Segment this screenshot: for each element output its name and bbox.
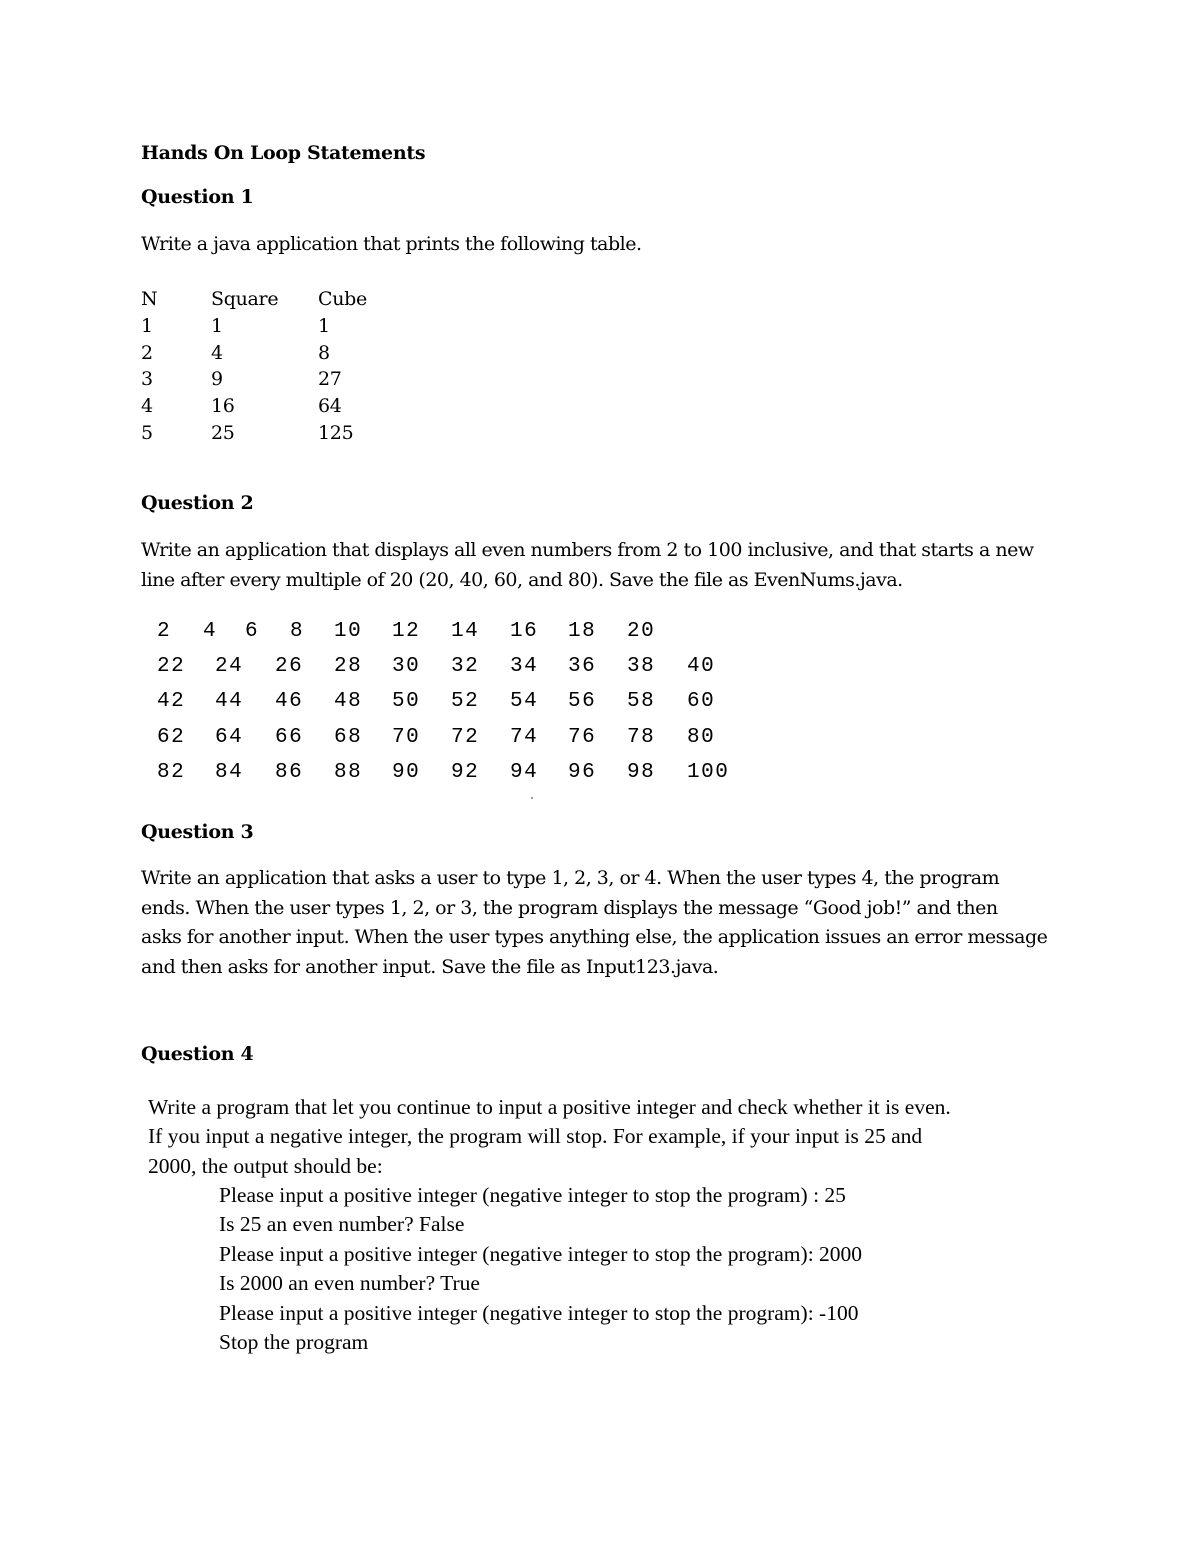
even-number-cell: 90 (392, 760, 421, 784)
even-number-cell: 68 (334, 725, 363, 749)
table-cell: 4 (141, 395, 153, 418)
even-number-cell: 88 (334, 760, 363, 784)
question-3-text-line: ends. When the user types 1, 2, or 3, the program displays the message “Good job!” and then (141, 897, 998, 919)
question-4-text-line: 2000, the output should be: (148, 1153, 383, 1178)
even-number-cell: 2 (157, 620, 172, 643)
table-cell: 1 (141, 314, 153, 337)
table-cell: 25 (211, 421, 235, 444)
sample-output-line: Please input a positive integer (negative integer to stop the program) : 25 (219, 1183, 846, 1207)
question-1-text: Write a java application that prints the following table. (141, 233, 642, 255)
sample-output-line: Is 25 an even number? False (219, 1212, 465, 1237)
even-number-cell: 46 (275, 690, 304, 714)
even-number-cell: 48 (334, 690, 363, 714)
document-title: Hands On Loop Statements (141, 142, 426, 164)
even-number-cell: 64 (215, 725, 244, 749)
table-cell: 4 (211, 341, 223, 364)
table-header-cube: Cube (318, 288, 367, 310)
table-cell: 1 (318, 314, 330, 337)
question-1-heading: Question 1 (141, 186, 254, 208)
question-4-description (148, 1093, 951, 1181)
sample-output-line: Is 2000 an even number? True (219, 1271, 480, 1296)
even-number-cell: 52 (451, 690, 480, 714)
even-number-cell: 30 (392, 655, 421, 679)
question-3-heading: Question 3 (141, 821, 254, 843)
table-cell: 1 (211, 314, 223, 337)
even-number-cell: 14 (451, 620, 480, 643)
question-3-text-line: and then asks for another input. Save the file as Input123.java. (141, 956, 719, 978)
table-cell: 3 (141, 368, 153, 391)
table-cell: 16 (211, 395, 235, 418)
even-number-cell: 54 (510, 690, 539, 714)
even-number-cell: 66 (275, 725, 304, 749)
even-number-cell: 76 (568, 725, 597, 749)
even-number-cell: 80 (687, 725, 716, 749)
even-number-cell: 50 (392, 690, 421, 714)
even-number-cell: 32 (451, 655, 480, 679)
stray-dot (531, 797, 533, 799)
even-number-cell: 18 (568, 620, 597, 643)
even-number-cell: 44 (215, 690, 244, 714)
even-number-cell: 98 (627, 760, 656, 784)
table-header-square: Square (211, 288, 279, 310)
table-header-n: N (141, 288, 158, 310)
even-number-cell: 40 (687, 655, 716, 679)
even-number-cell: 56 (568, 690, 597, 714)
table-cell: 27 (318, 368, 342, 391)
question-2-heading: Question 2 (141, 492, 254, 514)
even-number-cell: 86 (275, 760, 304, 784)
question-4-heading: Question 4 (141, 1043, 254, 1065)
even-number-cell: 82 (157, 760, 186, 784)
sample-output-line: Please input a positive integer (negative integer to stop the program): -100 (219, 1300, 859, 1325)
even-number-cell: 10 (334, 620, 363, 643)
even-number-cell: 4 (203, 620, 218, 643)
even-number-cell: 28 (334, 655, 363, 679)
even-number-cell: 74 (510, 725, 539, 749)
even-number-cell: 36 (568, 655, 597, 679)
even-number-cell: 62 (157, 725, 186, 749)
even-number-cell: 84 (215, 760, 244, 784)
sample-output-line: Stop the program (219, 1330, 369, 1355)
even-number-cell: 8 (290, 620, 305, 643)
even-number-cell: 16 (510, 620, 539, 643)
even-number-cell: 12 (392, 620, 421, 643)
even-number-cell: 94 (510, 760, 539, 784)
even-number-cell: 34 (510, 655, 539, 679)
table-cell: 9 (211, 368, 223, 391)
question-4-text-line: If you input a negative integer, the program will stop. For example, if your input is 25 and (148, 1124, 923, 1149)
sample-output-line: Please input a positive integer (negative integer to stop the program): 2000 (219, 1241, 863, 1266)
question-2-text-line: line after every multiple of 20 (20, 40, 60, and 80). Save the file as EvenNums.java. (141, 569, 903, 591)
question-4-text-line: Write a program that let you continue to input a positive integer and check whether it is even. (148, 1095, 951, 1119)
even-number-cell: 96 (568, 760, 597, 784)
table-cell: 2 (141, 341, 153, 364)
question-4-sample-output (219, 1181, 862, 1357)
even-number-cell: 26 (275, 655, 304, 679)
table-cell: 5 (141, 421, 153, 444)
table-cell: 8 (318, 341, 330, 364)
table-cell: 125 (318, 421, 354, 444)
question-3-text-line: asks for another input. When the user types anything else, the application issues an error message (141, 926, 1048, 948)
even-number-cell: 6 (245, 620, 260, 643)
question-3-text-line: Write an application that asks a user to type 1, 2, 3, or 4. When the user types 4, the program (141, 867, 1000, 889)
even-number-cell: 58 (627, 690, 656, 714)
even-number-cell: 24 (215, 655, 244, 679)
even-number-cell: 70 (392, 725, 421, 749)
even-number-cell: 60 (687, 690, 716, 714)
even-number-cell: 92 (451, 760, 480, 784)
even-number-cell: 100 (687, 760, 730, 784)
even-number-cell: 42 (157, 690, 186, 714)
even-number-cell: 38 (627, 655, 656, 679)
question-2-text-line: Write an application that displays all even numbers from 2 to 100 inclusive, and that starts a new (141, 539, 1034, 561)
even-number-cell: 72 (451, 725, 480, 749)
even-number-cell: 20 (627, 620, 656, 643)
table-cell: 64 (318, 395, 342, 418)
even-number-cell: 78 (627, 725, 656, 749)
even-number-cell: 22 (157, 655, 186, 679)
